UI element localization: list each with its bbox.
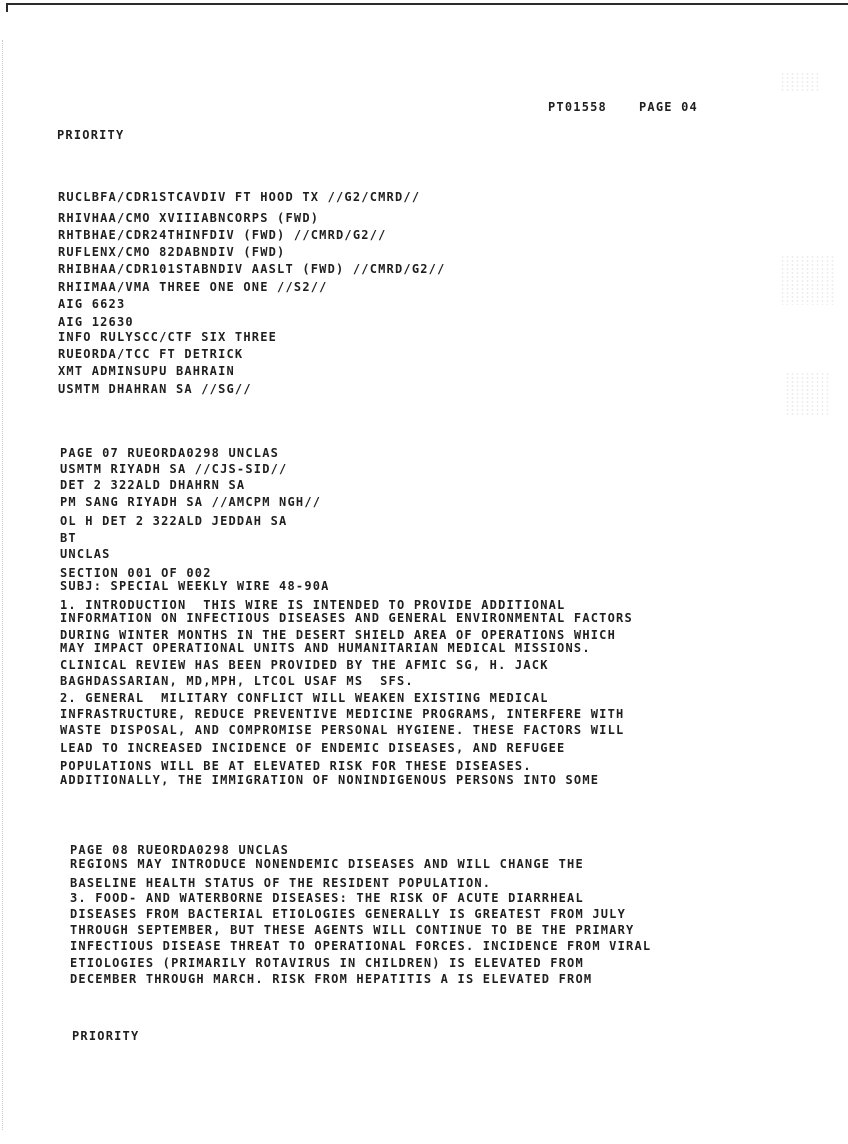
subject-line: SUBJ: SPECIAL WEEKLY WIRE 48-90A [60, 579, 330, 593]
body-line: THROUGH SEPTEMBER, BUT THESE AGENTS WILL CONTINUE TO BE THE PRIMARY [70, 923, 635, 937]
routing-line: AIG 6623 [58, 297, 126, 311]
routing-line: RUEORDA/TCC FT DETRICK [58, 347, 244, 361]
body-line: DISEASES FROM BACTERIAL ETIOLOGIES GENERALLY IS GREATEST FROM JULY [70, 907, 627, 921]
page07-line: USMTM RIYADH SA //CJS-SID// [60, 462, 288, 476]
top-rule [6, 3, 848, 5]
body-line: REGIONS MAY INTRODUCE NONENDEMIC DISEASES AND WILL CHANGE THE [70, 857, 584, 871]
body-line: 3. FOOD- AND WATERBORNE DISEASES: THE RISK OF ACUTE DIARRHEAL [70, 891, 584, 905]
scan-speckle [780, 255, 835, 305]
body-line: ETIOLOGIES (PRIMARILY ROTAVIRUS IN CHILDREN) IS ELEVATED FROM [70, 956, 584, 970]
body-line: POPULATIONS WILL BE AT ELEVATED RISK FOR THESE DISEASES. [60, 759, 532, 773]
routing-line: RHTBHAE/CDR24THINFDIV (FWD) //CMRD/G2// [58, 228, 387, 242]
body-line: DURING WINTER MONTHS IN THE DESERT SHIELD AREA OF OPERATIONS WHICH [60, 628, 617, 642]
precedence-top: PRIORITY [57, 128, 125, 142]
page07-line: BT [60, 531, 77, 545]
routing-line: RHIIMAA/VMA THREE ONE ONE //S2// [58, 280, 328, 294]
routing-line: RHIVHAA/CMO XVIIIABNCORPS (FWD) [58, 211, 320, 225]
body-line: INFORMATION ON INFECTIOUS DISEASES AND GENERAL ENVIRONMENTAL FACTORS [60, 611, 633, 625]
scan-speckle [780, 72, 820, 92]
page08-header: PAGE 08 RUEORDA0298 UNCLAS [70, 843, 290, 857]
page07-line: OL H DET 2 322ALD JEDDAH SA [60, 514, 288, 528]
routing-line: AIG 12630 [58, 315, 134, 329]
body-line: 1. INTRODUCTION THIS WIRE IS INTENDED TO PROVIDE ADDITIONAL [60, 598, 566, 612]
routing-line: RUCLBFA/CDR1STCAVDIV FT HOOD TX //G2/CMRD// [58, 190, 421, 204]
body-line: DECEMBER THROUGH MARCH. RISK FROM HEPATITIS A IS ELEVATED FROM [70, 972, 593, 986]
left-edge-margin [2, 40, 4, 1130]
body-line: BAGHDASSARIAN, MD,MPH, LTCOL USAF MS SFS. [60, 674, 414, 688]
precedence-bottom: PRIORITY [72, 1029, 140, 1043]
document-id: PT01558 [548, 100, 607, 114]
body-line: 2. GENERAL MILITARY CONFLICT WILL WEAKEN EXISTING MEDICAL [60, 691, 549, 705]
routing-line: XMT ADMINSUPU BAHRAIN [58, 364, 235, 378]
body-line: INFRASTRUCTURE, REDUCE PREVENTIVE MEDICINE PROGRAMS, INTERFERE WITH [60, 707, 625, 721]
body-line: MAY IMPACT OPERATIONAL UNITS AND HUMANITARIAN MEDICAL MISSIONS. [60, 641, 591, 655]
page07-header: PAGE 07 RUEORDA0298 UNCLAS [60, 446, 280, 460]
body-line: LEAD TO INCREASED INCIDENCE OF ENDEMIC DISEASES, AND REFUGEE [60, 741, 566, 755]
body-line: INFECTIOUS DISEASE THREAT TO OPERATIONAL FORCES. INCIDENCE FROM VIRAL [70, 939, 652, 953]
body-line: ADDITIONALLY, THE IMMIGRATION OF NONINDIGENOUS PERSONS INTO SOME [60, 773, 600, 787]
routing-line: RHIBHAA/CDR101STABNDIV AASLT (FWD) //CMRD/G2// [58, 262, 446, 276]
body-line: WASTE DISPOSAL, AND COMPROMISE PERSONAL HYGIENE. THESE FACTORS WILL [60, 723, 625, 737]
body-line: CLINICAL REVIEW HAS BEEN PROVIDED BY THE AFMIC SG, H. JACK [60, 658, 549, 672]
scan-speckle [785, 372, 830, 417]
page-label: PAGE 04 [639, 100, 698, 114]
page07-line: UNCLAS [60, 547, 111, 561]
page07-line: SECTION 001 OF 002 [60, 566, 212, 580]
routing-line: USMTM DHAHRAN SA //SG// [58, 382, 252, 396]
page07-line: PM SANG RIYADH SA //AMCPM NGH// [60, 495, 322, 509]
body-line: BASELINE HEALTH STATUS OF THE RESIDENT POPULATION. [70, 876, 492, 890]
corner-tick [6, 3, 8, 12]
page07-line: DET 2 322ALD DHAHRN SA [60, 478, 246, 492]
routing-line: RUFLENX/CMO 82DABNDIV (FWD) [58, 245, 286, 259]
routing-line: INFO RULYSCC/CTF SIX THREE [58, 330, 278, 344]
